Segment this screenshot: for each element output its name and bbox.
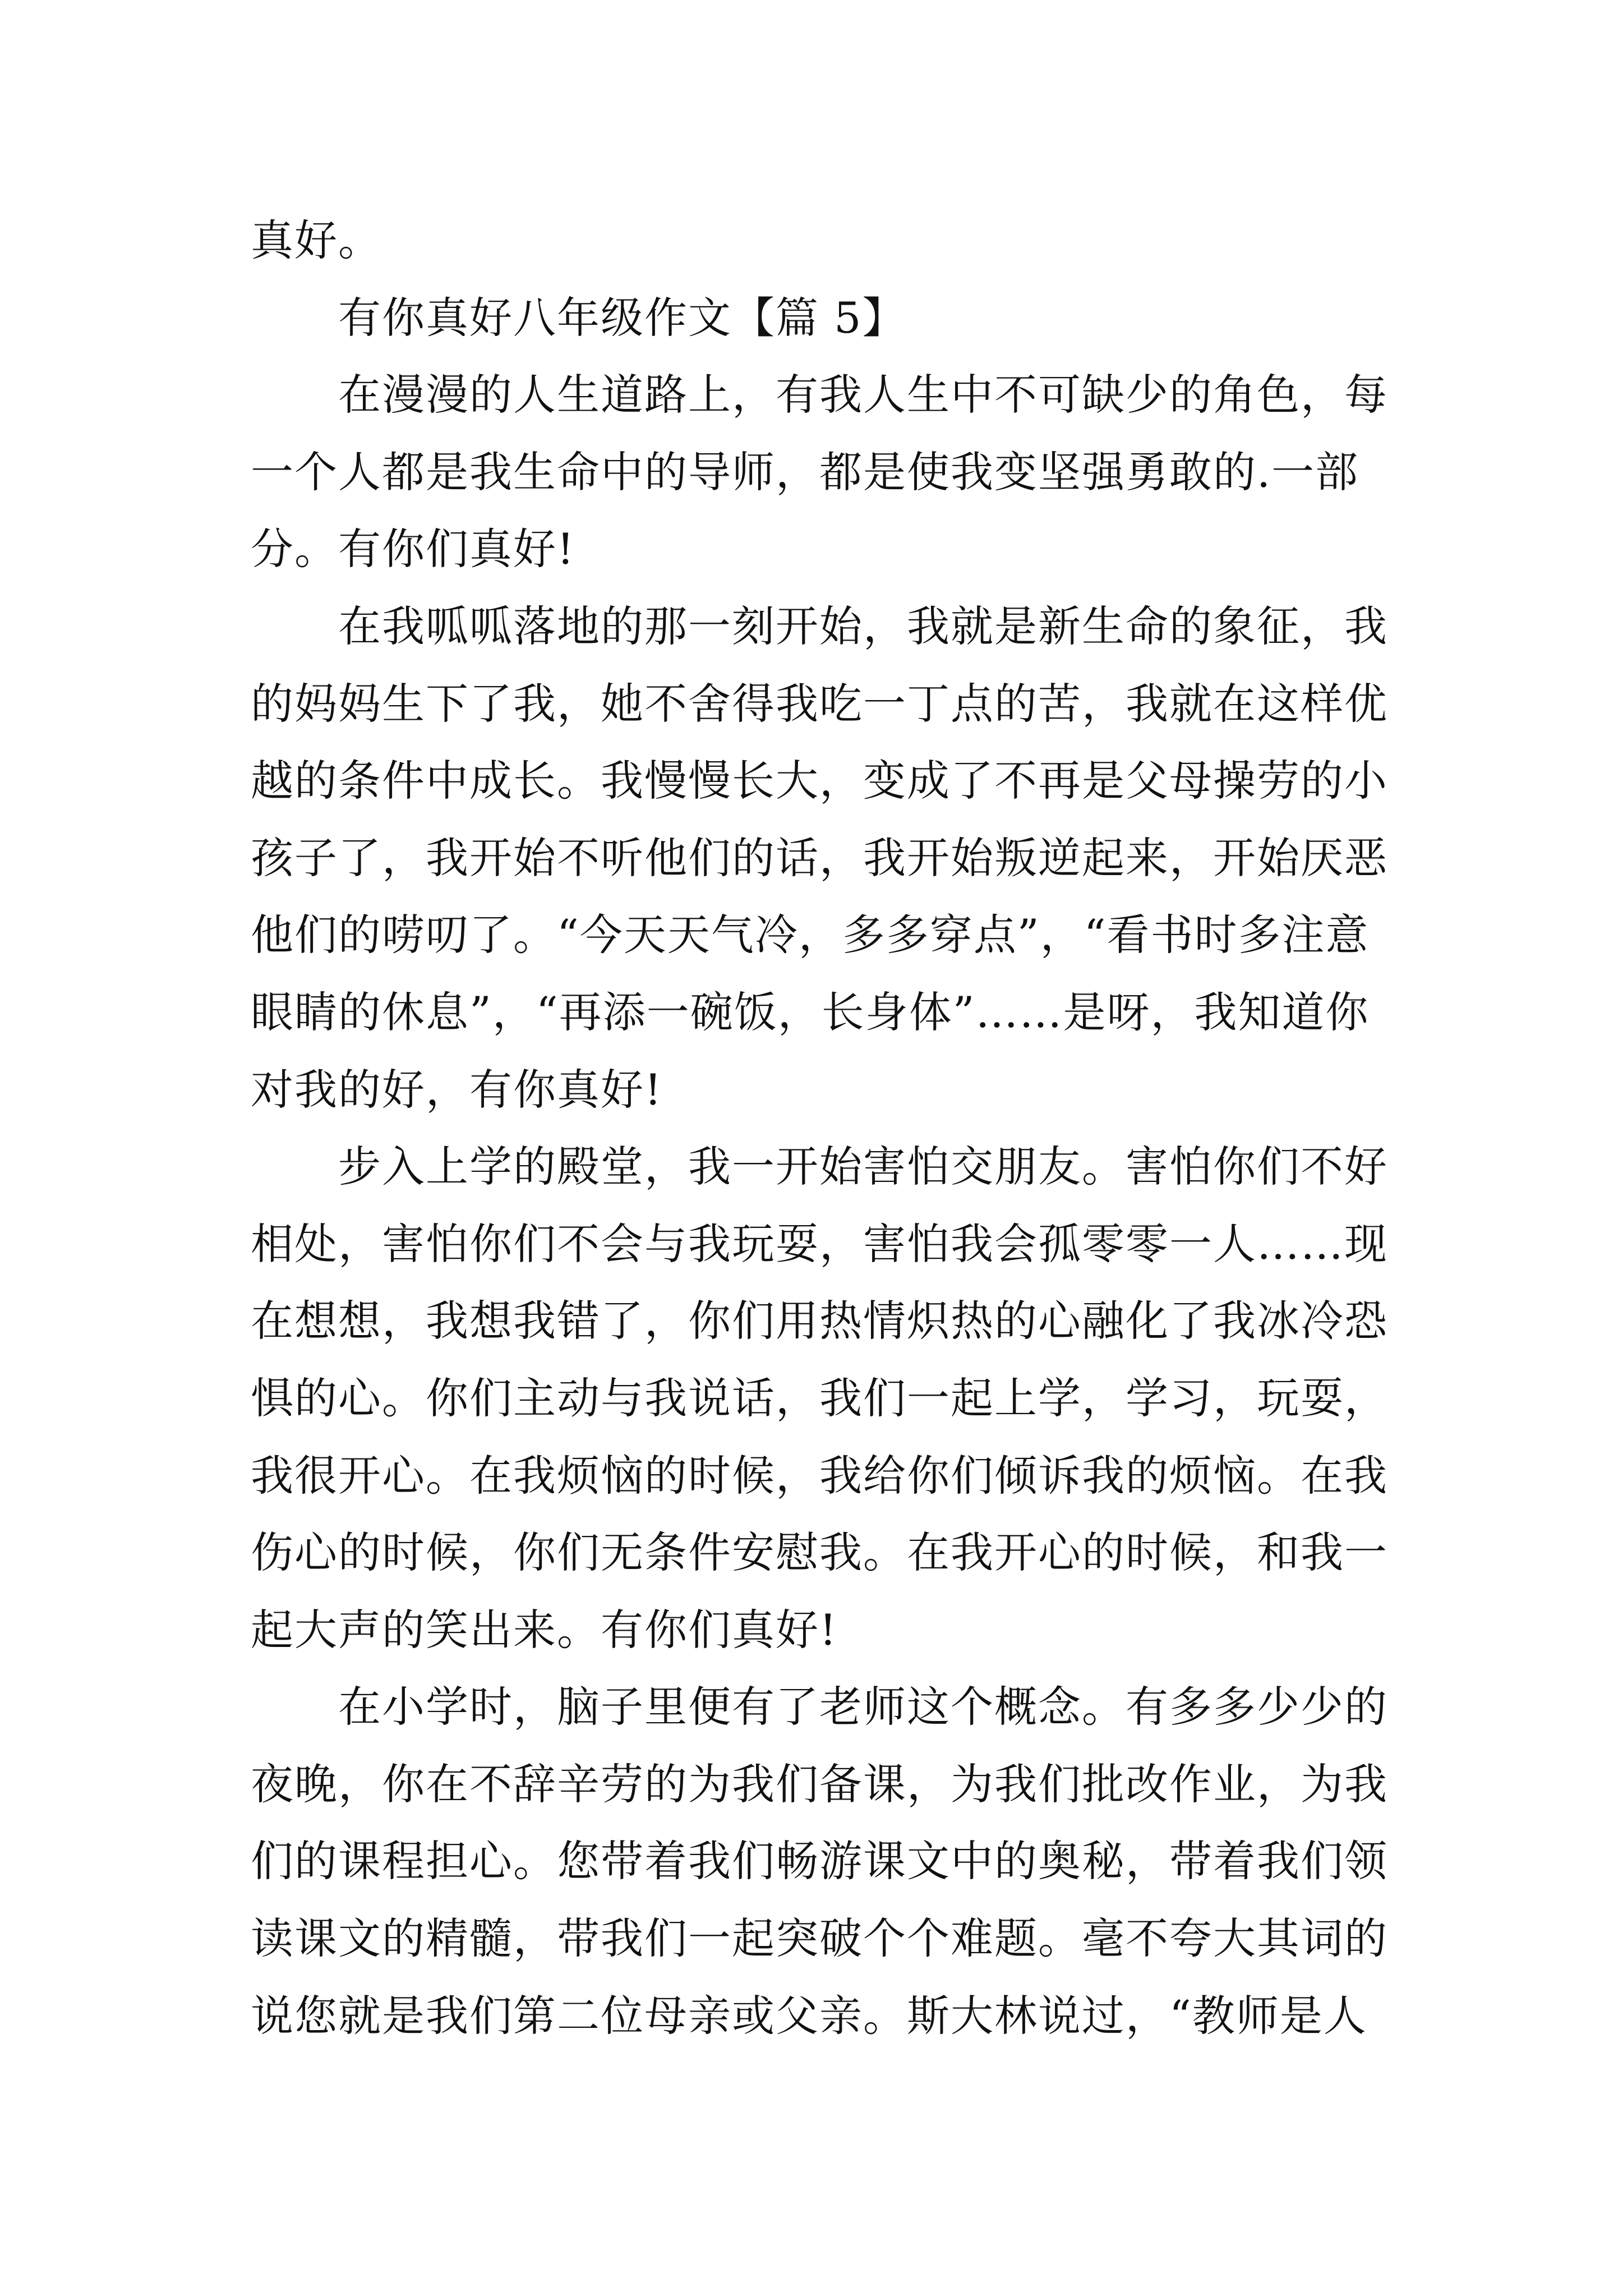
body-text — [251, 202, 1484, 2054]
text-line: 伤心的时候，你们无条件安慰我。在我开心的时候，和我一 — [251, 1527, 1388, 1578]
paragraph — [251, 588, 1484, 1128]
text-line: 起大声的笑出来。有你们真好! — [251, 1604, 838, 1655]
text-line: 们的课程担心。您带着我们畅游课文中的奥秘，带着我们领 — [251, 1836, 1388, 1887]
text-line: 读课文的精髓，带我们一起突破个个难题。毫不夸大其词的 — [251, 1913, 1388, 1964]
text-line: 说您就是我们第二位母亲或父亲。斯大林说过，“教师是人 — [251, 1990, 1367, 2041]
text-line: 在漫漫的人生道路上，有我人生中不可缺少的角色，每 — [338, 370, 1388, 420]
text-line: 孩子了，我开始不听他们的话，我开始叛逆起来，开始厌恶 — [251, 832, 1388, 883]
text-line: 惧的心。你们主动与我说话，我们一起上学，学习，玩耍， — [251, 1373, 1388, 1423]
text-line: 我很开心。在我烦恼的时候，我给你们倾诉我的烦恼。在我 — [251, 1450, 1388, 1501]
text-line: 在小学时，脑子里便有了老师这个概念。有多多少少的 — [338, 1682, 1388, 1732]
text-line: 眼睛的休息”，“再添一碗饭，长身体”……是呀，我知道你 — [251, 987, 1370, 1037]
text-line: 夜晚，你在不辞辛劳的为我们备课，为我们批改作业，为我 — [251, 1759, 1388, 1809]
paragraph — [251, 1128, 1484, 1668]
text-line: 越的条件中成长。我慢慢长大，变成了不再是父母操劳的小 — [251, 756, 1388, 806]
text-line: 在想想，我想我错了，你们用热情炽热的心融化了我冰冷恐 — [251, 1296, 1388, 1346]
text-line: 他们的唠叨了。“今天天气冷，多多穿点”，“看书时多注意 — [251, 910, 1370, 960]
text-line: 对我的好，有你真好! — [251, 1064, 663, 1115]
text-line: 的妈妈生下了我，她不舍得我吃一丁点的苦，我就在这样优 — [251, 678, 1388, 729]
text-line: 一个人都是我生命中的导师，都是使我变坚强勇敢的.一部 — [251, 447, 1359, 497]
paragraph — [251, 356, 1484, 588]
text-line: 步入上学的殿堂，我一开始害怕交朋友。害怕你们不好 — [338, 1142, 1388, 1192]
section-title — [251, 279, 1484, 357]
paragraph — [251, 1668, 1484, 2054]
text-line: 分。有你们真好! — [251, 524, 575, 574]
text-line: 相处，害怕你们不会与我玩耍，害怕我会孤零零一人……现 — [251, 1218, 1388, 1269]
text-line: 真好。 — [251, 215, 382, 265]
paragraph-continuation — [251, 202, 1484, 279]
text-line: 在我呱呱落地的那一刻开始，我就是新生命的象征，我 — [338, 601, 1388, 651]
section-heading: 有你真好八年级作文【篇 5】 — [338, 292, 906, 343]
